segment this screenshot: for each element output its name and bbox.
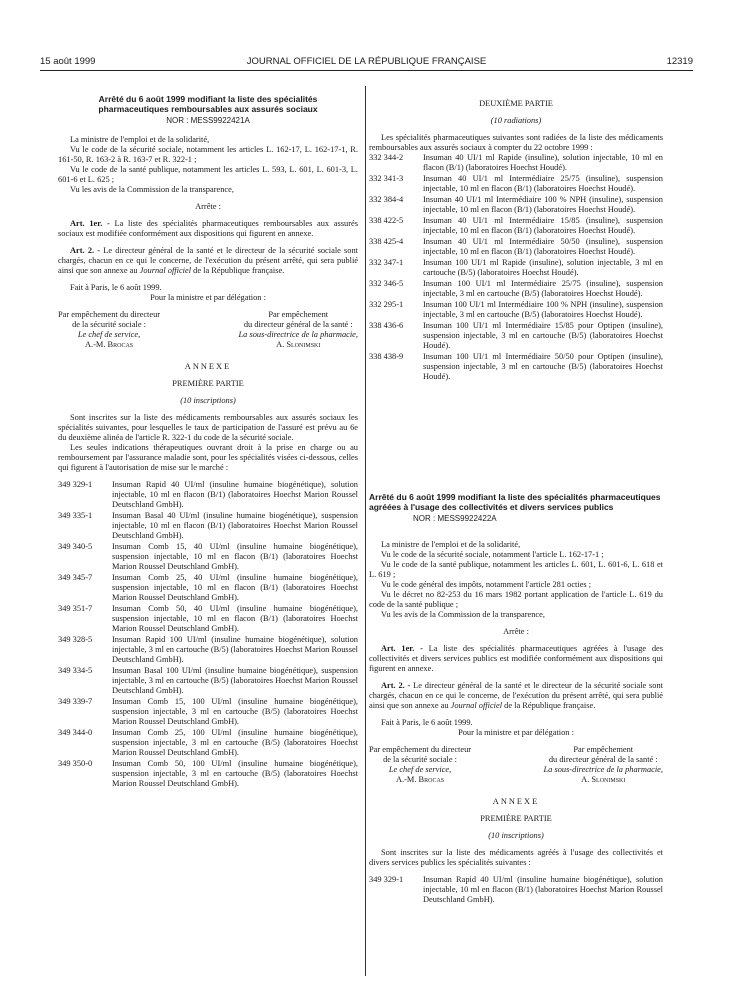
signature-left xyxy=(369,745,471,785)
list-item xyxy=(369,875,663,905)
signature-name: A. Slonimski xyxy=(581,775,626,784)
list-item xyxy=(369,321,663,351)
cip-code: 332 347-1 xyxy=(369,258,404,267)
article-1-text: La liste des spécialités pharmaceutiques agréées à l'usage des collectivités et divers services publics est modifiée conformément aux dispositions qui figurent en annexe. xyxy=(369,644,664,673)
product-text: Insuman 40 UI/1 ml Intermédiaire 25/75 (insuline), suspension injectable, 10 ml en flacon (B/1) (laboratoires Hoechst Houdé). xyxy=(423,174,663,193)
header-rule xyxy=(40,70,693,71)
cip-code: 349 345-7 xyxy=(58,573,93,582)
signature-line: du directeur général de la santé : xyxy=(548,755,658,764)
product-text: Insuman 100 UI/1 ml Rapide (insuline), solution injectable, 3 ml en cartouche (B/5) (laboratoires Hoechst Houdé). xyxy=(423,258,663,277)
list-item xyxy=(58,480,358,510)
cip-code: 349 334-5 xyxy=(58,666,93,675)
intro-line: Vu le code de la sécurité sociale, notamment l'article L. 162-17-1 ; xyxy=(381,550,604,559)
article-1 xyxy=(369,644,663,674)
product-text: Insuman Basal 100 UI/ml (insuline humaine biogénétique), suspension injectable, 3 ml en cartouche (B/5) (laboratoires Hoechst Marion Roussel Deutschland GmbH). xyxy=(112,666,358,695)
signature-right xyxy=(544,745,663,785)
right-column-second-decree xyxy=(369,492,663,906)
header-journal-title: JOURNAL OFFICIEL DE LA RÉPUBLIQUE FRANÇAISE xyxy=(246,56,487,67)
article-2-label: Art. 2. - xyxy=(70,246,101,255)
list-item xyxy=(369,279,663,299)
annex-paragraph: Sont inscrites sur la liste des médicaments remboursables aux assurés sociaux les spécialités suivantes, pour lesquelles le taux de participation de l'assuré est prévu au 6e du deuxième alinéa de l'article R. 322-1 du code de la sécurité sociale. xyxy=(58,413,358,442)
intro-line: Vu le décret no 82-253 du 16 mars 1982 portant application de l'article L. 619 du code de la santé publique ; xyxy=(369,590,663,609)
delegation-line: Pour la ministre et par délégation : xyxy=(458,728,574,737)
article-2 xyxy=(58,246,358,276)
cip-code: 349 328-5 xyxy=(58,635,93,644)
part-heading: DEUXIÈME PARTIE xyxy=(479,99,553,108)
decree-title-line2: pharmaceutiques remboursables aux assurés sociaux xyxy=(98,104,318,114)
left-column xyxy=(58,94,358,790)
cip-code: 349 329-1 xyxy=(369,875,404,884)
cip-code: 338 422-5 xyxy=(369,216,404,225)
list-item xyxy=(369,195,663,215)
product-text: Insuman Comb 25, 100 UI/ml (insuline humaine biogénétique), suspension injectable, 3 ml en cartouche (B/5) (laboratoires Hoechst Marion Roussel Deutschland GmbH). xyxy=(112,728,358,757)
product-text: Insuman Rapid 100 UI/ml (insuline humaine biogénétique), solution injectable, 3 ml en cartouche (B/5) (laboratoires Hoechst Marion Roussel Deutschland GmbH). xyxy=(112,635,358,664)
inscriptions-heading: (10 inscriptions) xyxy=(488,831,544,840)
cip-code: 338 436-6 xyxy=(369,321,404,330)
article-1-label: Art. 1er. - xyxy=(70,219,110,228)
list-item xyxy=(369,352,663,382)
signature-line: de la sécurité sociale : xyxy=(383,755,458,764)
list-item xyxy=(58,511,358,541)
article-2-text: Le directeur général de la santé et le directeur de la sécurité sociale sont chargés, chacun en ce qui le concerne, de l'exécution du présent arrêté, qui sera publié ainsi que son annexe au xyxy=(369,681,664,710)
cip-code: 349 335-1 xyxy=(58,511,93,520)
decree-title xyxy=(58,94,358,114)
cip-code: 332 346-5 xyxy=(369,279,404,288)
product-text: Insuman 100 UI/1 ml Intermédiaire 100 % NPH (insuline), suspension injectable, 3 ml en cartouche (B/5) (laboratoires Hoechst Houdé). xyxy=(423,300,663,319)
product-text: Insuman Comb 15, 40 UI/ml (insuline humaine biogénétique), suspension injectable, 10 ml en flacon (B/1) (laboratoires Hoechst Marion Roussel Deutschland GmbH). xyxy=(112,542,358,571)
article-2-label: Art. 2. - xyxy=(381,681,411,690)
arrete-heading: Arrête : xyxy=(503,627,529,636)
cip-code: 349 340-5 xyxy=(58,542,93,551)
signature-role: Le chef de service, xyxy=(77,330,141,339)
product-text: Insuman Rapid 40 UI/ml (insuline humaine biogénétique), solution injectable, 10 ml en flacon (B/1) (laboratoires Hoechst Marion Roussel Deutschland GmbH). xyxy=(112,480,358,509)
intro-line: La ministre de l'emploi et de la solidarité, xyxy=(70,135,210,144)
part-heading: PREMIÈRE PARTIE xyxy=(480,814,552,823)
radiation-paragraph: Les spécialités pharmaceutiques suivantes sont radiées de la liste des médicaments remboursables aux assurés sociaux à compter du 22 octobre 1999 : xyxy=(369,133,663,152)
cip-code: 349 351-7 xyxy=(58,604,93,613)
signature-role: Le chef de service, xyxy=(388,765,452,774)
list-item xyxy=(369,216,663,236)
signature-left xyxy=(58,310,160,350)
list-item xyxy=(58,697,358,727)
list-item xyxy=(58,666,358,696)
part-heading: PREMIÈRE PARTIE xyxy=(172,379,244,388)
cip-code: 332 384-4 xyxy=(369,195,404,204)
list-item xyxy=(58,635,358,665)
signature-line: de la sécurité sociale : xyxy=(72,320,147,329)
article-1 xyxy=(58,219,358,239)
article-2-text: Le directeur général de la santé et le directeur de la sécurité sociale sont chargés, chacun en ce qui le concerne, de l'exécution du présent arrêté, qui sera publié ainsi que son annexe au xyxy=(58,246,359,275)
decree-title-line1: Arrêté du 6 août 1999 modifiant la liste des spécialités xyxy=(98,94,318,104)
header-page-number: 12319 xyxy=(666,56,693,67)
nor-reference-2: NOR : MESS9922422A xyxy=(413,514,497,523)
list-item xyxy=(369,237,663,257)
cip-code: 332 341-3 xyxy=(369,174,404,183)
inscriptions-heading: (10 inscriptions) xyxy=(180,396,236,405)
list-item xyxy=(369,300,663,320)
cip-code: 338 425-4 xyxy=(369,237,404,246)
done-at: Fait à Paris, le 6 août 1999. xyxy=(70,283,162,292)
list-item xyxy=(58,604,358,634)
signatures xyxy=(369,745,663,785)
radiations-heading: (10 radiations) xyxy=(490,116,542,125)
arrete-heading: Arrête : xyxy=(195,202,221,211)
right-column-top xyxy=(369,99,663,383)
product-text: Insuman Comb 25, 40 UI/ml (insuline humaine biogénétique), suspension injectable, 10 ml en flacon (B/1) (laboratoires Hoechst Marion Roussel Deutschland GmbH). xyxy=(112,573,358,602)
article-1-label: Art. 1er. - xyxy=(381,644,423,653)
cip-code: 332 344-2 xyxy=(369,153,404,162)
decree-title-2: Arrêté du 6 août 1999 modifiant la liste des spécialités pharmaceutiques agréées à l'usage des collectivités et divers services publics xyxy=(369,492,661,512)
article-2-end: de la République française. xyxy=(193,266,285,275)
article-2 xyxy=(369,681,663,711)
signature-line: Par empêchement du directeur xyxy=(369,745,472,754)
page-header xyxy=(40,56,693,70)
signature-line: Par empêchement du directeur xyxy=(58,310,161,319)
signature-line: Par empêchement xyxy=(268,310,329,319)
intro-line: Vu le code de la santé publique, notamment les articles L. 601, L. 601-6, L. 618 et L. 619 ; xyxy=(369,560,663,579)
list-item xyxy=(369,153,663,173)
signature-right xyxy=(239,310,358,350)
product-text: Insuman Comb 50, 100 UI/ml (insuline humaine biogénétique), suspension injectable, 3 ml en cartouche (B/5) (laboratoires Hoechst Marion Roussel Deutschland GmbH). xyxy=(112,759,358,788)
annex-paragraph: Les seules indications thérapeutiques ouvrant droit à la prise en charge ou au remboursement par l'assurance maladie sont, pour les spécialités visées ci-dessous, celles qui figurent à l'autorisation de mise sur le marché : xyxy=(58,443,358,472)
cip-code: 349 350-0 xyxy=(58,759,93,768)
intro-line: Vu le code général des impôts, notamment l'article 281 octies ; xyxy=(381,580,592,589)
cip-code: 332 295-1 xyxy=(369,300,404,309)
annexe-heading: ANNEXE xyxy=(184,362,232,371)
signature-name: A.-M. Brocas xyxy=(84,340,134,349)
column-divider xyxy=(365,86,366,976)
intro-line: La ministre de l'emploi et de la solidarité, xyxy=(381,540,521,549)
header-date: 15 août 1999 xyxy=(40,56,96,67)
article-2-end: de la République française. xyxy=(504,701,596,710)
cip-code: 349 329-1 xyxy=(58,480,93,489)
signature-line: Par empêchement xyxy=(573,745,634,754)
intro-line: Vu le code de la santé publique, notamment les articles L. 593, L. 601, L. 601-3, L. 601-6 et L. 625 ; xyxy=(58,165,358,184)
product-text: Insuman Rapid 40 UI/ml (insuline humaine biogénétique), solution injectable, 10 ml en flacon (B/1) (laboratoires Hoechst Marion Roussel Deutschland GmbH). xyxy=(423,875,663,904)
journal-officiel-ref: Journal officiel xyxy=(139,266,192,275)
signature-line: du directeur général de la santé : xyxy=(243,320,353,329)
article-1-text: La liste des spécialités pharmaceutiques remboursables aux assurés sociaux est modifiée conformément aux dispositions qui figurent en annexe. xyxy=(58,219,358,238)
product-text: Insuman Comb 50, 40 UI/ml (insuline humaine biogénétique), suspension injectable, 10 ml en flacon (B/1) (laboratoires Hoechst Marion Roussel Deutschland GmbH). xyxy=(112,604,358,633)
nor-reference: NOR : MESS9922421A xyxy=(166,116,250,125)
done-at: Fait à Paris, le 6 août 1999. xyxy=(381,718,473,727)
list-item xyxy=(369,174,663,194)
product-text: Insuman 40 UI/1 ml Intermédiaire 50/50 (insuline), suspension injectable, 10 ml en flacon (B/1) (laboratoires Hoechst Houdé). xyxy=(423,237,663,256)
product-text: Insuman Comb 15, 100 UI/ml (insuline humaine biogénétique), suspension injectable, 3 ml en cartouche (B/5) (laboratoires Hoechst Marion Roussel Deutschland GmbH). xyxy=(112,697,358,726)
cip-code: 349 339-7 xyxy=(58,697,93,706)
list-item xyxy=(58,759,358,789)
list-item xyxy=(58,728,358,758)
journal-officiel-ref: Journal officiel xyxy=(450,701,503,710)
list-item xyxy=(369,258,663,278)
list-item xyxy=(58,542,358,572)
product-text: Insuman 40 UI/1 ml Intermédiaire 15/85 (insuline), suspension injectable, 10 ml en flacon (B/1) (laboratoires Hoechst Houdé). xyxy=(423,216,663,235)
product-text: Insuman 100 UI/1 ml Intermédiaire 15/85 pour Optipen (insuline), suspension injectable, 3 ml en cartouche (B/5) (laboratoires Hoechst Houdé). xyxy=(423,321,663,350)
product-text: Insuman Basal 40 UI/ml (insuline humaine biogénétique), suspension injectable, 10 ml en flacon (B/1) (laboratoires Hoechst Marion Roussel Deutschland GmbH). xyxy=(112,511,358,540)
product-text: Insuman 40 UI/1 ml Intermédiaire 100 % NPH (insuline), suspension injectable, 10 ml en flacon (B/1) (laboratoires Hoechst Houdé). xyxy=(423,195,663,214)
signature-name: A.-M. Brocas xyxy=(395,775,445,784)
product-text: Insuman 100 UI/1 ml Intermédiaire 25/75 (insuline), suspension injectable, 3 ml en cartouche (B/5) (laboratoires Hoechst Houdé). xyxy=(423,279,663,298)
signatures xyxy=(58,310,358,350)
product-text: Insuman 100 UI/1 ml Intermédiaire 50/50 pour Optipen (insuline), suspension injectable, 3 ml en cartouche (B/5) (laboratoires Hoechst Houdé). xyxy=(423,352,663,381)
annexe-heading: ANNEXE xyxy=(492,797,540,806)
delegation-line: Pour la ministre et par délégation : xyxy=(150,293,266,302)
signature-name: A. Slonimski xyxy=(276,340,321,349)
signature-role: La sous-directrice de la pharmacie, xyxy=(238,330,358,339)
annex-paragraph: Sont inscrites sur la liste des médicaments agréés à l'usage des collectivités et divers services publics les spécialités suivantes : xyxy=(369,848,663,867)
intro-line: Vu le code de la sécurité sociale, notamment les articles L. 162-17, L. 162-17-1, R. 161-50, R. 163-2 à R. 163-7 et R. 322-1 ; xyxy=(58,145,358,164)
product-text: Insuman 40 UI/1 ml Rapide (insuline), solution injectable, 10 ml en flacon (B/1) (laboratoires Hoechst Houdé). xyxy=(423,153,663,172)
intro-line: Vu les avis de la Commission de la transparence, xyxy=(381,610,545,619)
cip-code: 349 344-0 xyxy=(58,728,93,737)
list-item xyxy=(58,573,358,603)
intro-line: Vu les avis de la Commission de la transparence, xyxy=(70,185,234,194)
signature-role: La sous-directrice de la pharmacie, xyxy=(543,765,663,774)
cip-code: 338 438-9 xyxy=(369,352,404,361)
